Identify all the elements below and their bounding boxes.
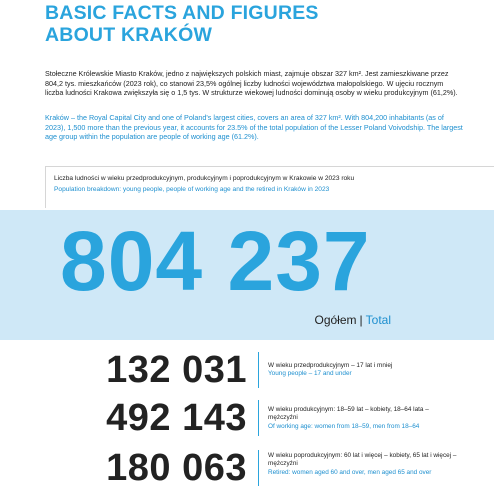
stat-value-retired: 180 063 (106, 447, 247, 489)
stat-description-young-english: Young people – 17 and under (268, 370, 352, 378)
stat-description-retired (268, 452, 458, 477)
stat-description-retired-english: Retired: women aged 60 and over, men aged 65 and over (268, 468, 432, 476)
breakdown-caption-polish: Liczba ludności w wieku przedprodukcyjnym, produkcyjnym i poprodukcyjnym w Krakowie w 2023 roku (54, 175, 355, 182)
stat-description-working-age-polish: W wieku produkcyjnym: 18–59 lat – kobiety, 18–64 lata – mężczyźni (268, 406, 429, 422)
stat-row-working-age (0, 396, 494, 440)
stat-value-young: 132 031 (106, 349, 247, 391)
page-title-line-2: ABOUT KRAKÓW (45, 24, 213, 46)
total-label-polish: Ogółem (314, 313, 357, 327)
stat-description-working-age (268, 406, 438, 431)
intro-paragraph-english: Kraków – the Royal Capital City and one of Poland's largest cities, covers an area of 327 km². With 804,200 inhabitants (as of 2023), 1,500 more than the previous year, it accounts for 23.5% of the total population of the Lesser Poland Voivodship. The largest age group within the population are people of working age (61.2%). (45, 113, 463, 142)
page-title (45, 2, 465, 46)
total-label-separator: | (359, 313, 363, 327)
intro-paragraph-polish: Stołeczne Królewskie Miasto Kraków, jedno z największych polskich miast, zajmuje obszar 327 km². Jest zamieszkiwane przez 804,2 tys. mieszkańców (2023 rok), co stanowi 23,5% ogólnej liczby ludności województwa małopolskiego. W ujęciu rocznym liczba ludności Krakowa zwiększyła się o 1,5 tys. W strukturze wiekowej ludności dominują osoby w wieku produkcyjnym (61,2%). (45, 69, 458, 98)
total-label-english: Total (365, 313, 391, 327)
stat-description-young (268, 362, 494, 379)
stat-row-retired (0, 446, 494, 490)
stat-divider (258, 400, 259, 436)
breakdown-caption-english: Population breakdown: young people, people of working age and the retired in Kraków in 2023 (54, 186, 330, 193)
stat-description-young-polish: W wieku przedprodukcyjnym – 17 lat i mniej (268, 362, 393, 369)
breakdown-caption-box (45, 166, 494, 208)
stat-value-working-age: 492 143 (106, 397, 247, 439)
page-title-line-1: BASIC FACTS AND FIGURES (45, 2, 319, 24)
total-population-label (314, 313, 391, 327)
total-population-panel (0, 210, 494, 340)
stat-description-retired-polish: W wieku poprodukcyjnym: 60 lat i więcej – kobiety, 65 lat i więcej – mężczyźni (268, 452, 457, 468)
stat-divider (258, 450, 259, 486)
stat-divider (258, 352, 259, 388)
stat-description-working-age-english: Of working age: women from 18–59, men from 18–64 (268, 422, 420, 430)
total-population-value: 804 237 (60, 214, 371, 308)
stat-row-young (0, 348, 494, 392)
